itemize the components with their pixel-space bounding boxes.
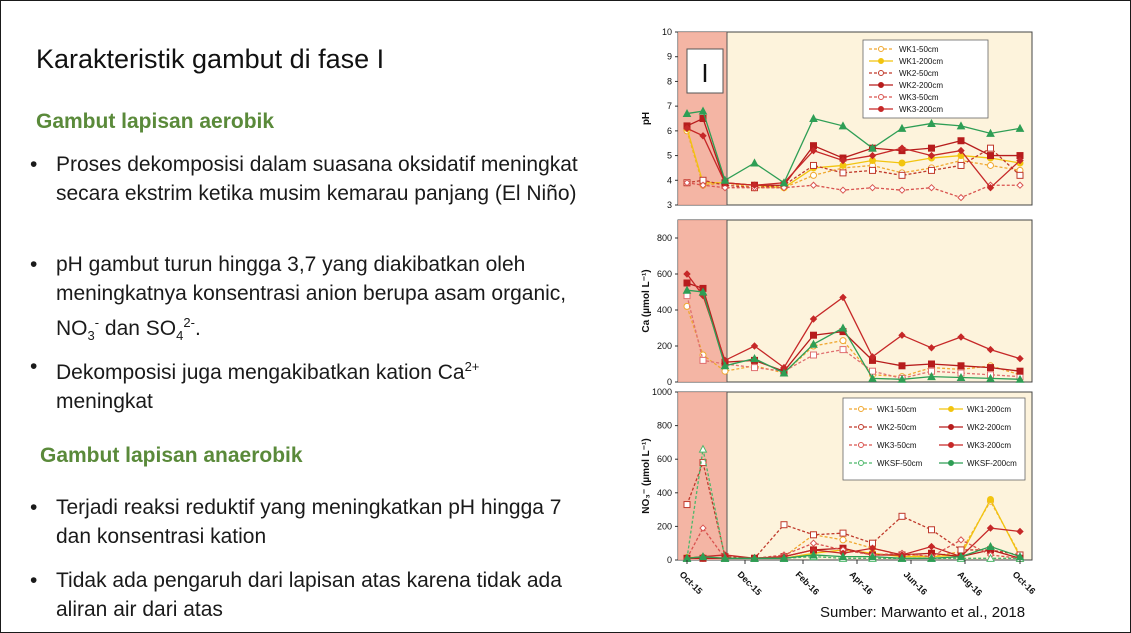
data-point xyxy=(988,497,994,503)
legend-marker xyxy=(949,443,954,448)
data-point xyxy=(988,153,994,159)
legend-marker xyxy=(879,83,884,88)
y-tick-label: 400 xyxy=(656,305,672,315)
chart-panel-Ca xyxy=(641,220,1032,387)
legend-marker xyxy=(879,59,884,64)
bullet-dot: • xyxy=(30,496,38,519)
data-point xyxy=(811,162,817,168)
legend-label: WK1-200cm xyxy=(899,57,944,66)
legend-marker xyxy=(859,443,864,448)
legend-label: WK2-200cm xyxy=(899,81,944,90)
y-tick-label: 9 xyxy=(666,51,672,62)
legend-label: WK1-50cm xyxy=(877,405,917,414)
legend-label: WK2-50cm xyxy=(899,69,939,78)
legend-marker xyxy=(879,71,884,76)
legend-label: WKSF-50cm xyxy=(877,459,923,468)
legend-marker xyxy=(859,425,864,430)
x-tick-label: Oct-16 xyxy=(1010,569,1038,597)
bullet-dot: • xyxy=(30,569,38,592)
legend-label: WK1-200cm xyxy=(967,405,1012,414)
data-point xyxy=(811,172,817,178)
legend-label: WK2-50cm xyxy=(877,423,917,432)
data-point xyxy=(840,338,846,344)
bullet-text-mid: dan SO xyxy=(99,317,177,340)
legend-marker xyxy=(859,407,864,412)
data-point xyxy=(840,170,846,176)
data-point xyxy=(899,160,905,166)
y-tick-label: 5 xyxy=(666,150,672,161)
data-point xyxy=(929,361,935,367)
so4-subscript: 4 xyxy=(176,328,184,344)
y-tick-label: 200 xyxy=(656,341,672,351)
bullet-dot: • xyxy=(30,153,38,176)
data-point xyxy=(684,280,690,286)
legend xyxy=(863,40,988,118)
data-point xyxy=(840,347,846,353)
y-tick-label: 4 xyxy=(666,175,672,186)
data-point xyxy=(899,513,905,519)
legend xyxy=(843,398,1025,480)
phase-label-box xyxy=(687,49,723,93)
legend-label: WK3-200cm xyxy=(899,105,944,114)
x-tick-label: Aug-16 xyxy=(955,569,985,598)
x-tick-label: Jun-16 xyxy=(901,569,930,597)
section-anaerobic-heading: Gambut lapisan anaerobik xyxy=(40,444,303,467)
data-point xyxy=(929,167,935,173)
y-tick-label: 1000 xyxy=(651,387,672,397)
data-point xyxy=(870,167,876,173)
legend-marker xyxy=(949,425,954,430)
y-axis-label: pH xyxy=(641,111,652,126)
bullet-text-end: . xyxy=(194,317,201,340)
data-point xyxy=(988,145,994,151)
data-point xyxy=(988,162,994,168)
data-point xyxy=(958,162,964,168)
y-tick-label: 800 xyxy=(656,233,672,243)
legend-marker xyxy=(859,461,864,466)
section-aerobic-heading: Gambut lapisan aerobik xyxy=(36,110,275,133)
y-tick-label: 400 xyxy=(656,487,672,498)
x-tick-label: Feb-16 xyxy=(793,569,822,597)
no3-subscript: 3 xyxy=(87,328,95,344)
so4-charge: 2- xyxy=(183,315,195,330)
data-point xyxy=(958,547,964,553)
source-citation: Sumber: Marwanto et al., 2018 xyxy=(820,604,1026,621)
bullet-text-end: meningkat xyxy=(56,390,153,413)
legend-label: WK3-200cm xyxy=(967,441,1012,450)
bullet-aerobic-3 xyxy=(30,352,590,412)
bullet-dot: • xyxy=(30,355,38,378)
legend-marker xyxy=(949,407,954,412)
y-tick-label: 600 xyxy=(656,269,672,279)
legend-marker xyxy=(879,47,884,52)
y-tick-label: 6 xyxy=(666,125,672,136)
legend-marker xyxy=(879,107,884,112)
x-tick-label: Dec-15 xyxy=(735,569,764,598)
no3-charge: - xyxy=(94,315,100,330)
data-point xyxy=(870,368,876,374)
bullet-aerobic-2 xyxy=(30,250,590,344)
slide-title: Karakteristik gambut di fase I xyxy=(36,44,385,74)
data-point xyxy=(988,365,994,371)
chart-panel-NO3 xyxy=(641,387,1032,565)
data-point xyxy=(958,138,964,144)
y-tick-label: 200 xyxy=(656,521,672,532)
data-point xyxy=(958,363,964,369)
data-point xyxy=(811,332,817,338)
bullet-anaerobic-2 xyxy=(30,566,590,626)
legend-label: WK2-200cm xyxy=(967,423,1012,432)
legend-label: WK3-50cm xyxy=(877,441,917,450)
y-tick-label: 7 xyxy=(666,101,672,112)
bullet-text-wrap xyxy=(56,352,596,416)
legend-label: WKSF-200cm xyxy=(967,459,1017,468)
y-tick-label: 3 xyxy=(666,200,672,210)
bullet-dot: • xyxy=(30,253,38,276)
y-axis-label: NO₃⁻ (µmol L⁻¹) xyxy=(641,438,652,514)
data-point xyxy=(811,532,817,538)
y-tick-label: 8 xyxy=(666,76,672,87)
x-tick-label: Oct-15 xyxy=(677,569,705,597)
data-point xyxy=(811,352,817,358)
y-tick-label: 10 xyxy=(661,27,672,37)
phase-label: I xyxy=(701,58,709,88)
ca-charge: 2+ xyxy=(464,359,480,374)
data-point xyxy=(899,172,905,178)
bullet-text: Terjadi reaksi reduktif yang meningkatkan pH hingga 7 dan konsentrasi kation xyxy=(56,496,562,548)
legend-marker xyxy=(879,95,884,100)
y-axis-label: Ca (µmol L⁻¹) xyxy=(641,269,652,333)
data-point xyxy=(700,357,706,363)
bullet-text: pH gambut turun hingga 3,7 yang diakibatkan oleh meningkatnya konsentrasi anion berupa asam organic, NO xyxy=(56,253,567,340)
data-point xyxy=(840,537,846,543)
bullet-text: Tidak ada pengaruh dari lapisan atas karena tidak ada aliran air dari atas xyxy=(56,569,562,621)
data-point xyxy=(929,145,935,151)
data-point xyxy=(752,365,758,371)
data-point xyxy=(1017,172,1023,178)
data-point xyxy=(929,527,935,533)
data-point xyxy=(684,502,690,508)
y-tick-label: 600 xyxy=(656,454,672,465)
legend-marker xyxy=(949,461,954,466)
legend-label: WK3-50cm xyxy=(899,93,939,102)
x-tick-label: Apr-16 xyxy=(847,569,875,597)
bullet-aerobic-1 xyxy=(30,150,590,238)
y-tick-label: 0 xyxy=(666,377,672,387)
data-point xyxy=(1017,368,1023,374)
bullet-text-wrap xyxy=(56,250,596,350)
y-tick-label: 0 xyxy=(666,555,672,565)
data-point xyxy=(840,530,846,536)
legend-label: WK1-50cm xyxy=(899,45,939,54)
bullet-text: Proses dekomposisi dalam suasana oksidatif meningkat secara ekstrim ketika musim kemarau panjang (El Niño) xyxy=(56,153,578,205)
chart-figure xyxy=(635,25,1055,625)
y-tick-label: 800 xyxy=(656,420,672,431)
data-point xyxy=(781,522,787,528)
bullet-text: Dekomposisi juga mengakibatkan kation Ca xyxy=(56,361,465,384)
bullet-anaerobic-1 xyxy=(30,493,590,553)
data-point xyxy=(899,363,905,369)
